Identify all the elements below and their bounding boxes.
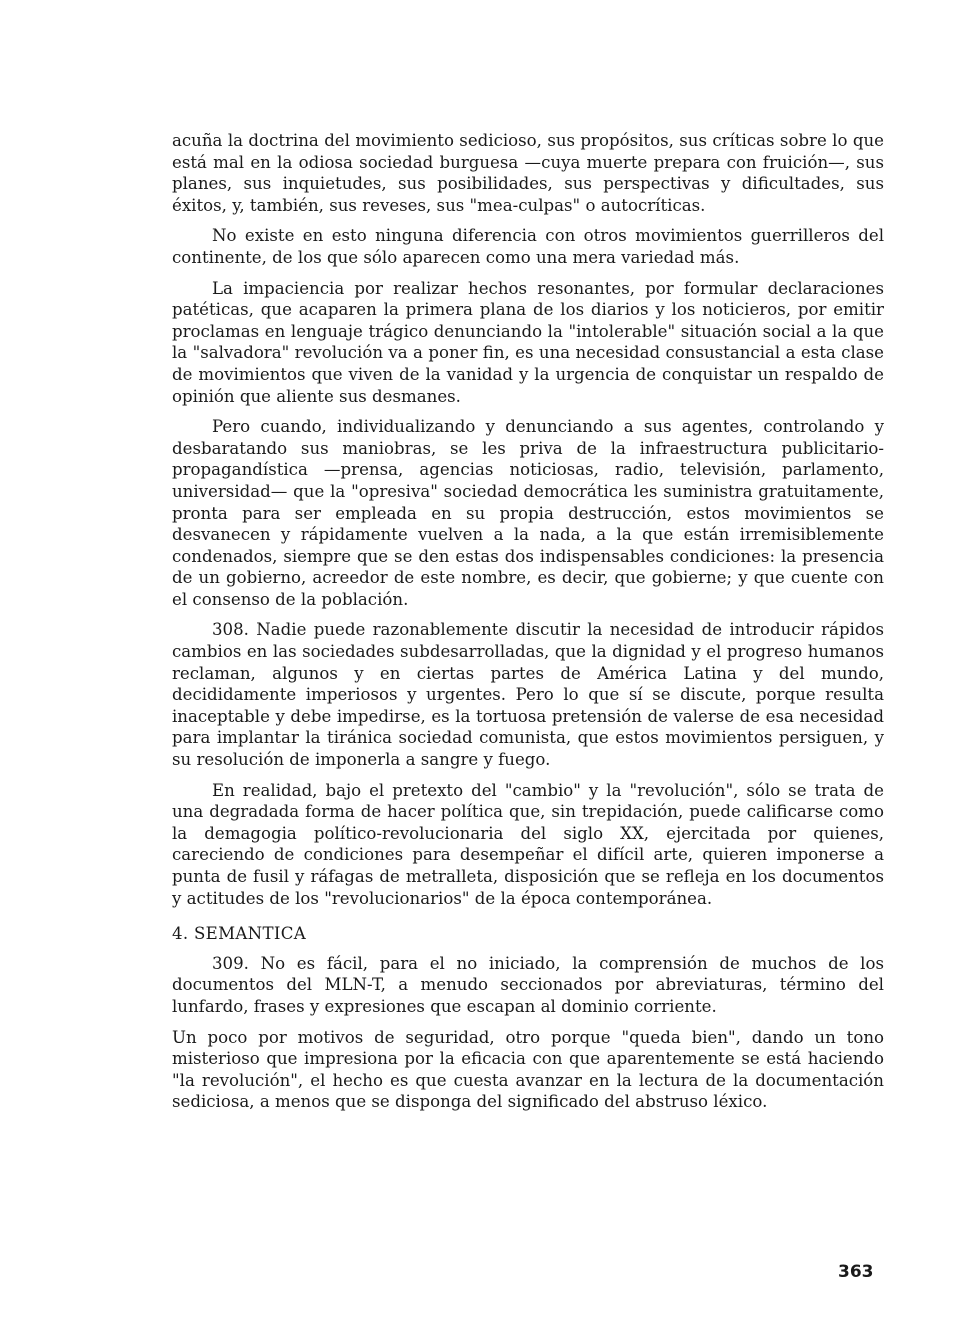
page-body bbox=[172, 130, 884, 1122]
paragraph-309: 309. No es fácil, para el no iniciado, la comprensión de muchos de los documentos del MLN-T, a menudo seccionados por abreviaturas, término del lunfardo, frases y expresiones que escapan al dominio corriente. bbox=[172, 953, 884, 1016]
paragraph-continuation: acuña la doctrina del movimiento sedicioso, sus propósitos, sus críticas sobre lo que está mal en la odiosa sociedad burguesa —cuya muerte prepara con fruición—, sus planes, sus inquietudes, sus posibilidades, sus perspectivas y dificultades, sus éxitos, y, también, sus reveses, sus "mea-culpas" o autocríticas. bbox=[172, 131, 884, 215]
page-number: 363 bbox=[838, 1262, 874, 1282]
paragraph-guerrilla-movements: No existe en esto ninguna diferencia con otros movimientos guerrilleros del continente, de los que sólo aparecen como una mera variedad más. bbox=[172, 226, 884, 267]
paragraph-lexicon: Un poco por motivos de seguridad, otro porque "queda bien", dando un tono misterioso que impresiona por la eficacia con que aparentemente se está haciendo "la revolución", el hecho es que cuesta avanzar en la lectura de la documentación sediciosa, a menos que se disponga del significado del abstruso léxico. bbox=[172, 1027, 884, 1112]
paragraph-infrastructure: Pero cuando, individualizando y denunciando a sus agentes, controlando y desbaratando sus maniobras, se les priva de la infraestructura publicitario-propagandística —prensa, agencias noticiosas, radio, televisión, parlamento, universidad— que la "opresiva" sociedad democrática les suministra gratuitamente, pronta para ser empleada en su propia destrucción, estos movimientos se desvanecen y rápidamente vuelven a la nada, a la que están irremisiblemente condenados, siempre que se den estas dos indispensables condiciones: la presencia de un gobierno, acreedor de este nombre, es decir, que gobierne; y que cuente con el consenso de la población. bbox=[172, 417, 884, 609]
paragraph-impatience: La impaciencia por realizar hechos resonantes, por formular declaraciones patéticas, que acaparen la primera plana de los diarios y los noticieros, por emitir proclamas en lenguaje trágico denunciando la "intolerable" situación social a la que la "salvadora" revolución va a poner fin, es una necesidad consustancial a esta clase de movimientos que viven de la vanidad y la urgencia de conquistar un respaldo de opinión que aliente sus desmanes. bbox=[172, 278, 884, 406]
paragraph-demagogy: En realidad, bajo el pretexto del "cambio" y la "revolución", sólo se trata de una degradada forma de hacer política que, sin trepidación, puede calificarse como la demagogia político-revolucionaria del siglo XX, ejercitada por quienes, careciendo de condiciones para desempeñar el difícil arte, quieren imponerse a punta de fusil y ráfagas de metralleta, disposición que se refleja en los documentos y actitudes de los "revolucionarios" de la época contemporánea. bbox=[172, 780, 884, 908]
paragraph-308: 308. Nadie puede razonablemente discutir la necesidad de introducir rápidos cambios en las sociedades subdesarrolladas, que la dignidad y el progreso humanos reclaman, algunos y en ciertas partes de América Latina y del mundo, decididamente imperiosos y urgentes. Pero lo que sí se discute, porque resulta inaceptable y debe impedirse, es la tortuosa pretensión de valerse de esa necesidad para implantar la tiránica sociedad comunista, que estos movimientos persiguen, y su resolución de imponerla a sangre y fuego. bbox=[172, 620, 884, 770]
section-heading-semantica: 4. SEMANTICA bbox=[172, 924, 306, 944]
